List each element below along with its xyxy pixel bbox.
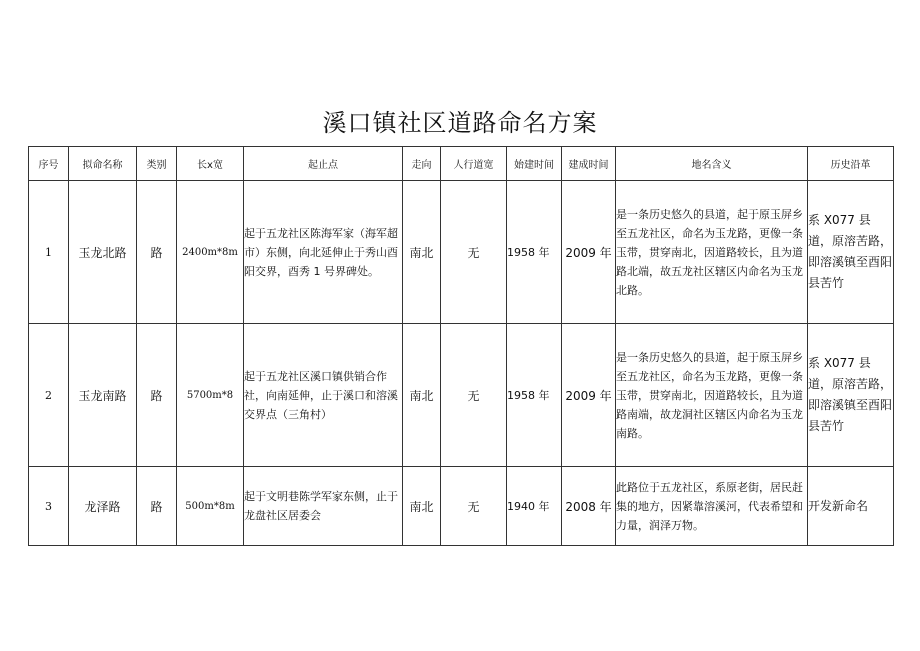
header-built: 建成时间 [562,147,616,181]
header-start: 始建时间 [507,147,562,181]
cell-history: 开发新命名 [808,467,894,546]
cell-built: 2008 年 [562,467,616,546]
cell-name: 玉龙北路 [69,181,137,324]
page-title: 溪口镇社区道路命名方案 [322,109,598,137]
cell-meaning: 此路位于五龙社区，系原老街，居民赶集的地方，因紧靠溶溪河，代表希望和力量，润泽万物。 [616,467,808,546]
cell-sidewalk: 无 [441,467,507,546]
header-type: 类别 [137,147,177,181]
table-header-row [29,147,894,181]
cell-span: 起于五龙社区溪口镇供销合作社，向南延伸，止于溪口和溶溪交界点（三角村） [244,324,403,467]
header-index: 序号 [29,147,69,181]
cell-built: 2009 年 [562,324,616,467]
table-row [29,181,894,324]
cell-start: 1958 年 [507,181,562,324]
cell-start: 1940 年 [507,467,562,546]
cell-index: 3 [29,467,69,546]
cell-span: 起于文明巷陈学军家东侧，止于龙盘社区居委会 [244,467,403,546]
table-row [29,324,894,467]
cell-meaning: 是一条历史悠久的县道，起于原玉屏乡至五龙社区，命名为玉龙路，更像一条玉带，贯穿南北，因道路较长，且为道路北端，故五龙社区辖区内命名为玉龙北路。 [616,181,808,324]
cell-history: 系 X077 县道，原溶苦路，即溶溪镇至酉阳县苦竹 [808,181,894,324]
header-size: 长ⅹ宽 [177,147,244,181]
cell-index: 2 [29,324,69,467]
header-meaning: 地名含义 [616,147,808,181]
cell-direction: 南北 [403,181,441,324]
cell-size: 5700m*8 [177,324,244,467]
cell-size: 2400m*8m [177,181,244,324]
cell-meaning: 是一条历史悠久的县道，起于原玉屏乡至五龙社区，命名为玉龙路，更像一条玉带，贯穿南北，因道路较长，且为道路南端，故龙洞社区辖区内命名为玉龙南路。 [616,324,808,467]
cell-name: 龙泽路 [69,467,137,546]
cell-span: 起于五龙社区陈海军家（海军超市）东侧，向北延伸止于秀山酉阳交界，酉秀 1 号界碑处。 [244,181,403,324]
cell-start: 1958 年 [507,324,562,467]
header-history: 历史沿革 [808,147,894,181]
cell-sidewalk: 无 [441,324,507,467]
cell-history: 系 X077 县道，原溶苦路，即溶溪镇至酉阳县苦竹 [808,324,894,467]
cell-direction: 南北 [403,467,441,546]
cell-type: 路 [137,181,177,324]
cell-direction: 南北 [403,324,441,467]
cell-size: 500m*8m [177,467,244,546]
cell-index: 1 [29,181,69,324]
cell-type: 路 [137,467,177,546]
header-sidewalk: 人行道宽 [441,147,507,181]
road-naming-table [28,146,894,546]
cell-type: 路 [137,324,177,467]
cell-name: 玉龙南路 [69,324,137,467]
header-span: 起止点 [244,147,403,181]
header-name: 拟命名称 [69,147,137,181]
cell-built: 2009 年 [562,181,616,324]
header-direction: 走向 [403,147,441,181]
cell-sidewalk: 无 [441,181,507,324]
table-row [29,467,894,546]
